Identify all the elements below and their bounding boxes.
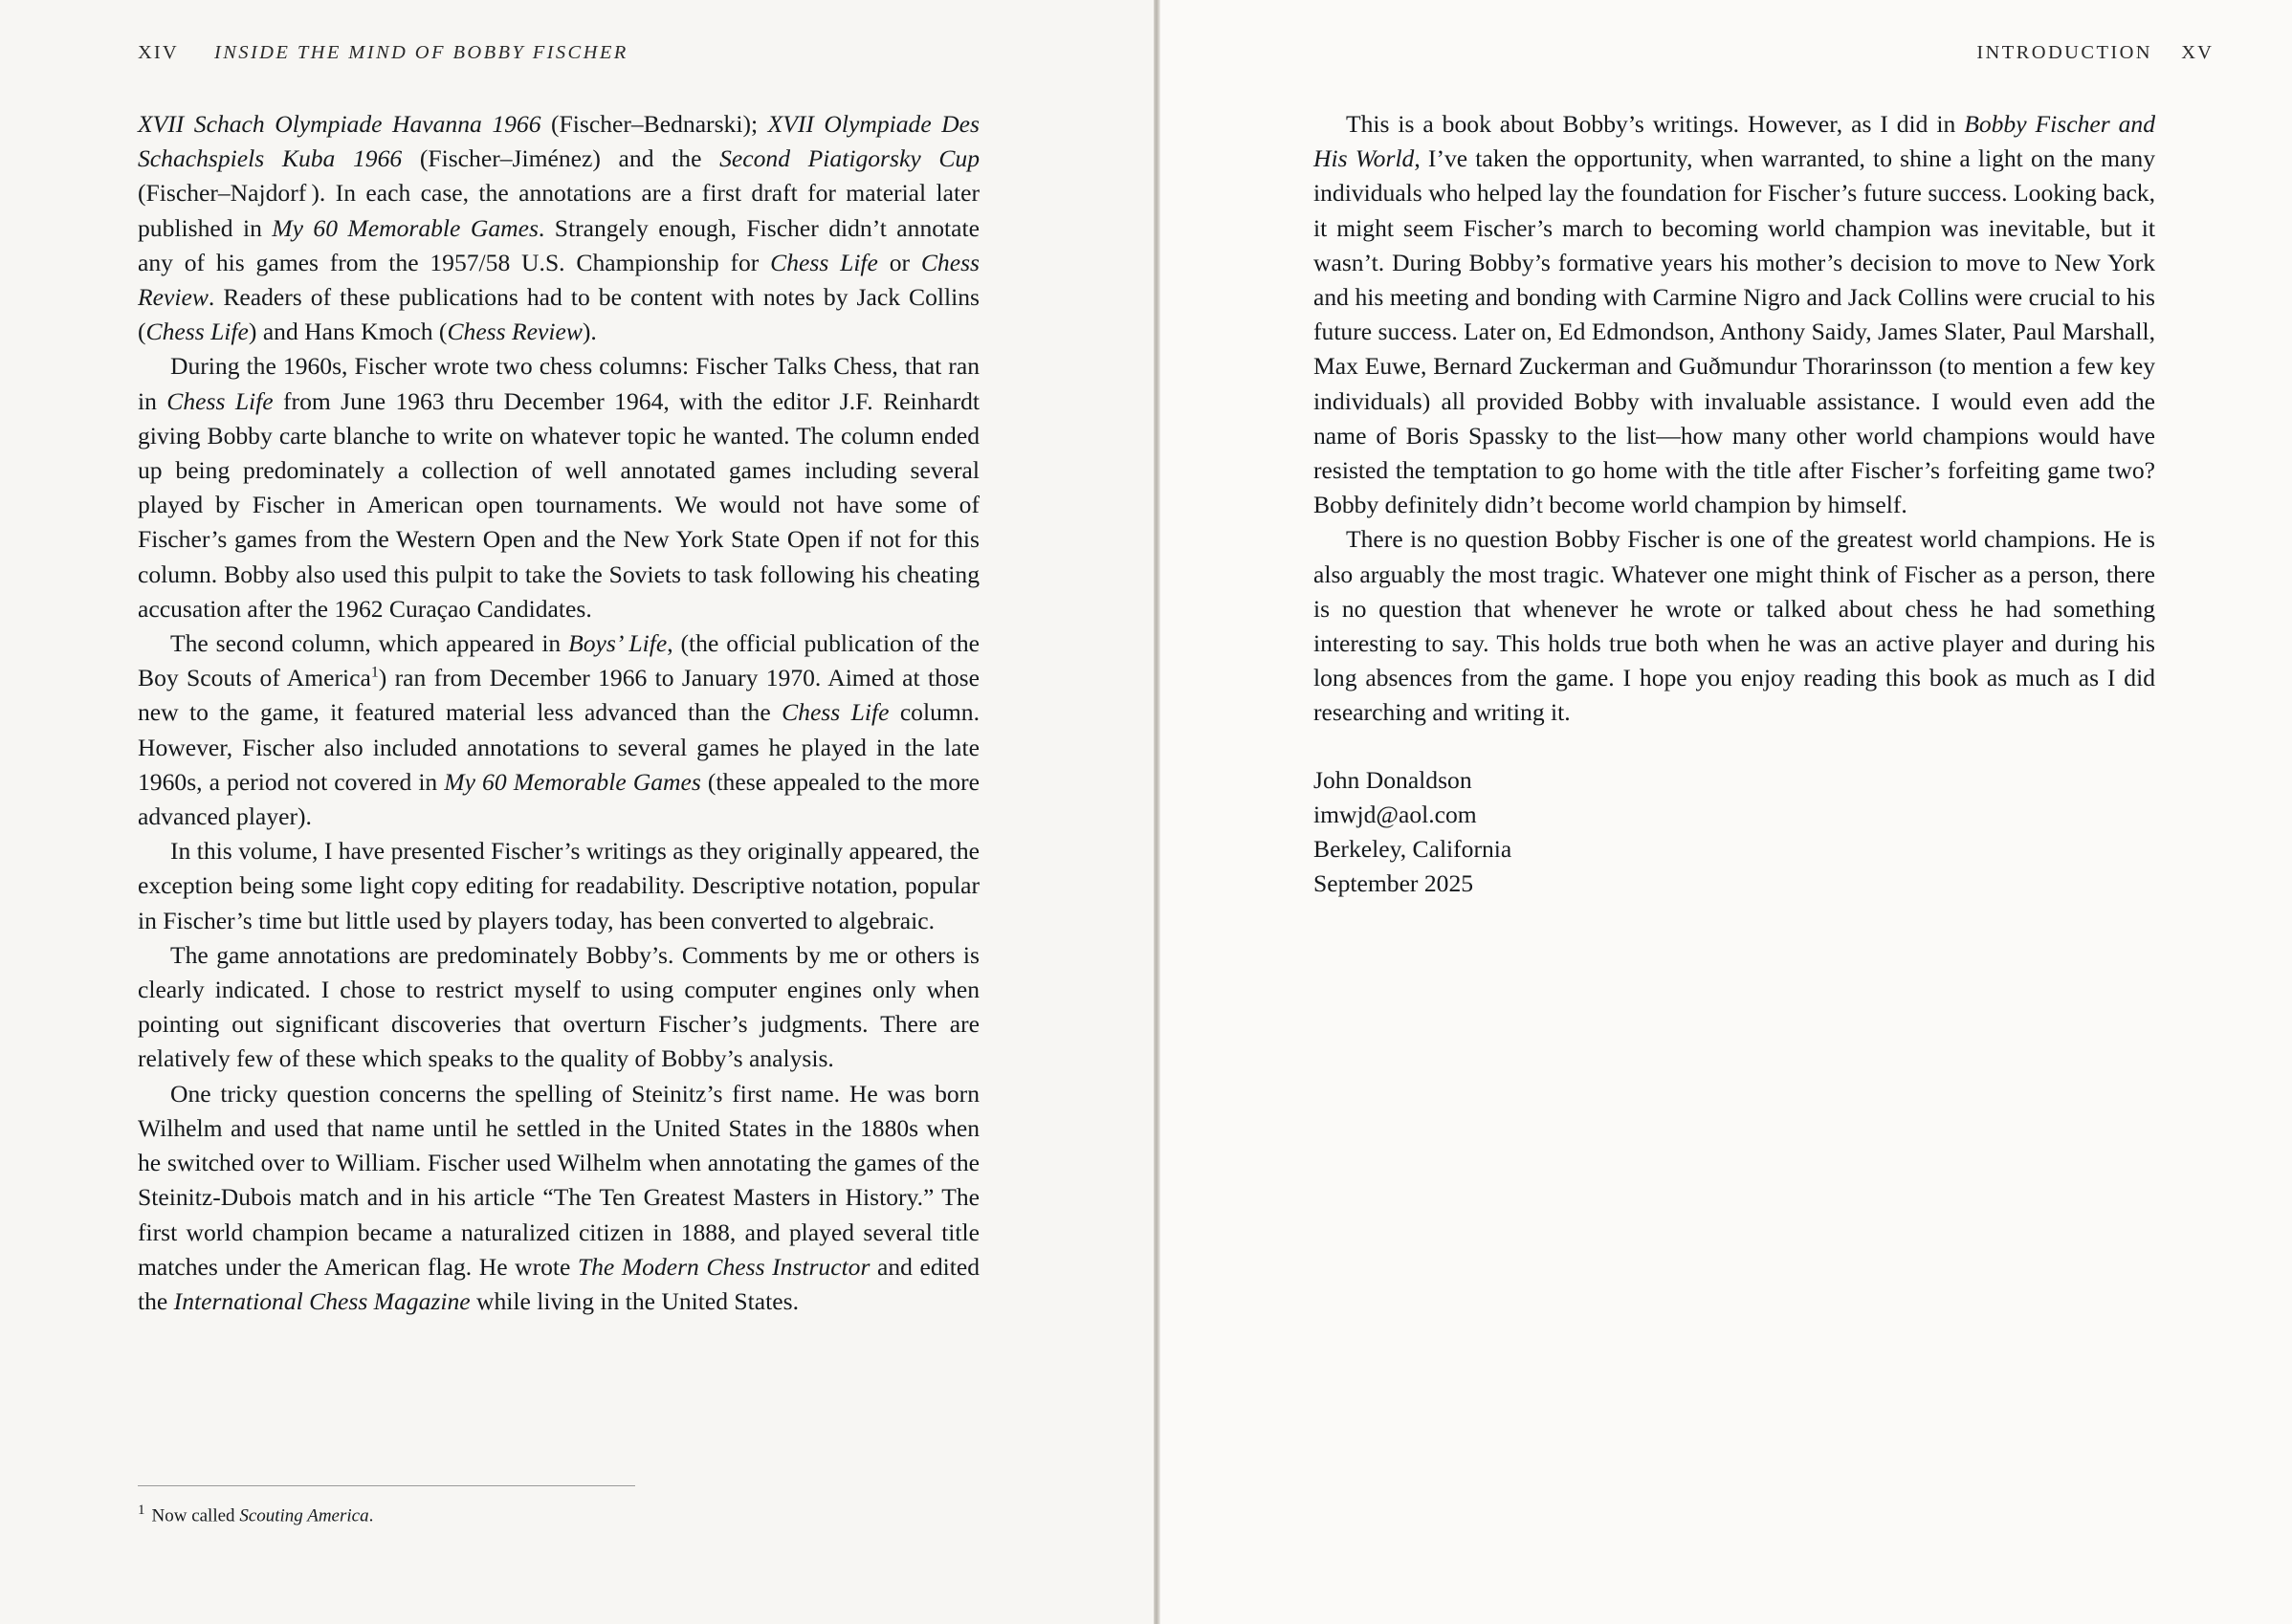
signature-date: September 2025 — [1313, 869, 1474, 898]
right-page-folio: XV — [2181, 42, 2214, 63]
right-text-column — [1313, 107, 2155, 901]
paragraph: This is a book about Bobby’s writings. However, as I did in Bobby Fischer and His World, I’ve taken the opportunity, when warranted, to shine a light on the many individuals who helped lay the foundation for Fischer’s future success. Looking back, it might seem Fischer’s march to becoming world champion was inevitable, but it wasn’t. During Bobby’s formative years his mother’s decision to move to New York and his meeting and bonding with Carmine Nigro and Jack Collins were crucial to his future success. Later on, Ed Edmondson, Anthony Saidy, James Slater, Paul Marshall, Max Euwe, Bernard Zuckerman and Guðmundur Thorarinsson (to mention a few key individuals) all provided Bobby with invaluable assistance. I would even add the name of Boris Spassky to the list—how many other world champions would have resisted the temptation to go home with the title after Fischer’s forfeiting game two? Bobby definitely didn’t become world champion by himself. — [1313, 110, 2155, 519]
paragraph: The second column, which appeared in Boys’ Life, (the official publication of the Boy Scouts of America$^1$) ran from December 1966 to January 1970. Aimed at those new to the game, it featured material less advanced than the Chess Life column. However, Fischer also included annotations to several games he played in the late 1960s, a period not covered in My 60 Memorable Games (these appealed to the more advanced player). — [138, 629, 980, 831]
paragraph: During the 1960s, Fischer wrote two chess columns: Fischer Talks Chess, that ran in Chess Life from June 1963 thru December 1964, with the editor J.F. Reinhardt giving Bobby carte blanche to write on whatever topic he wanted. The column ended up being predominately a collection of well annotated games including several played by Fischer in American open tournaments. We would not have some of Fischer’s games from the Western Open and the New York State Open if not for this column. Bobby also used this pulpit to take the Soviets to task following his cheating accusation after the 1962 Curaçao Candidates. — [138, 352, 981, 623]
paragraph: In this volume, I have presented Fischer’s writings as they originally appeared, the exception being some light copy editing for readability. Descriptive notation, popular in Fischer’s time but little used by players today, has been converted to algebraic. — [138, 837, 980, 934]
signature-block — [1313, 763, 2155, 902]
footnote-marker: 1 — [138, 1502, 145, 1518]
left-page-folio: XIV — [138, 42, 179, 63]
paragraph: There is no question Bobby Fischer is one of the greatest world champions. He is also arguably the most tragic. Whatever one might think of Fischer as a person, there is no question that whenever he wrote or talked about chess he had something interesting to say. This holds true both when he was an active player and during his long absences from the game. I hope you enjoy reading this book as much as I did researching and writing it. — [1313, 525, 2155, 727]
signature-name: John Donaldson — [1313, 765, 1472, 794]
left-text-column — [138, 107, 980, 1319]
paragraph: One tricky question concerns the spelling of Steinitz’s first name. He was born Wilhelm and used that name until he settled in the United States in the 1880s when he switched over to William. Fischer used Wilhelm when annotating the games of the Steinitz-Dubois match and in his article “The Ten Greatest Masters in History.” The first world champion became a naturalized citizen in 1888, and played several title matches under the American flag. He wrote The Modern Chess Instructor and edited the International Chess Magazine while living in the United States. — [138, 1079, 981, 1315]
footnote-area — [138, 1485, 635, 1528]
footnote-text: Now called Scouting America. — [151, 1505, 374, 1525]
signature-email: imwjd@aol.com — [1313, 800, 1477, 828]
right-running-head-title: INTRODUCTION — [1976, 42, 2152, 63]
signature-location: Berkeley, California — [1313, 835, 1512, 864]
page-gutter — [1154, 0, 1160, 1624]
footnote-rule — [138, 1485, 635, 1486]
right-page — [1160, 0, 2292, 1624]
paragraph: The game annotations are predominately Bobby’s. Comments by me or others is clearly indicated. I chose to restrict myself to using computer engines only when pointing out significant discoveries that overturn Fischer’s judgments. There are relatively few of these which speaks to the quality of Bobby’s analysis. — [138, 940, 980, 1073]
left-running-head-title: INSIDE THE MIND OF BOBBY FISCHER — [214, 42, 628, 63]
paragraph: XVII Schach Olympiade Havanna 1966 (Fischer–Bednarski); XVII Olympiade Des Schachspiels Kuba 1966 (Fischer–Jiménez) and the Second Piatigorsky Cup (Fischer–Najdorf ). In each case, the annotations are a first draft for material later published in My 60 Memorable Games. Strangely enough, Fischer didn’t annotate any of his games from the 1957/58 U.S. Championship for Chess Life or Chess Review. Readers of these publications had to be content with notes by Jack Collins (Chess Life) and Hans Kmoch (Chess Review). — [138, 110, 981, 346]
footnote — [138, 1498, 635, 1528]
